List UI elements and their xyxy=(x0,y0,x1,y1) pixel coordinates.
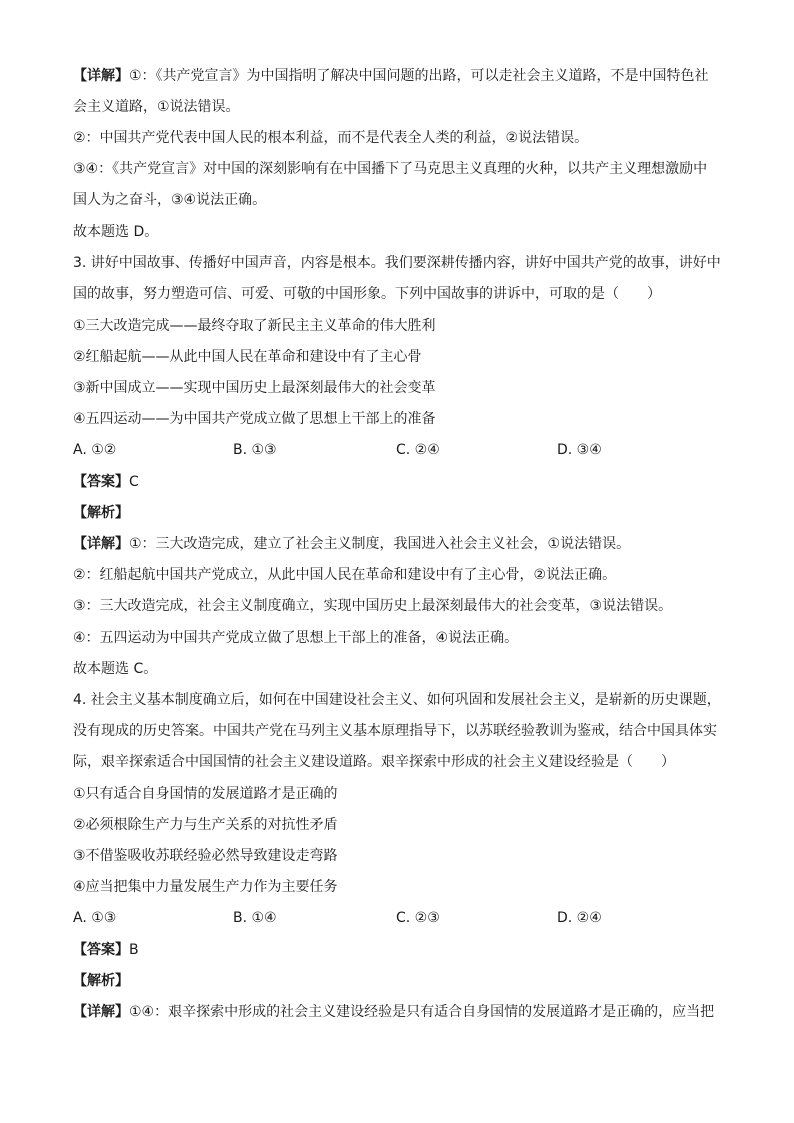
q4-item-1: ①只有适合自身国情的发展道路才是正确的 xyxy=(73,786,338,802)
q4-option-a: A. ①③ xyxy=(73,910,117,926)
q3-option-c: C. ②④ xyxy=(396,442,440,458)
detail-tag: 【详解】 xyxy=(73,68,129,84)
detail-tag: 【详解】 xyxy=(73,536,129,552)
q4-analysis-heading: 【解析】 xyxy=(73,973,129,989)
q3-item-1: ①三大改造完成——最终夺取了新民主主义革命的伟大胜利 xyxy=(73,318,436,334)
q3-detail-line-4: ④：五四运动为中国共产党成立做了思想上干部上的准备，④说法正确。 xyxy=(73,630,519,646)
q4-item-2: ②必须根除生产力与生产关系的对抗性矛盾 xyxy=(73,817,338,833)
q4-answer xyxy=(73,940,733,960)
q3-detail-line-3: ③：三大改造完成，社会主义制度确立，实现中国历史上最深刻最伟大的社会变革，③说法错误。 xyxy=(73,598,673,614)
q3-stem-line-2: 国的故事，努力塑造可信、可爱、可敬的中国形象。下列中国故事的讲诉中，可取的是（ ） xyxy=(73,286,661,302)
q3-option-a: A. ①② xyxy=(73,442,117,458)
q4-item-4: ④应当把集中力量发展生产力作为主要任务 xyxy=(73,879,338,895)
q3-item-2: ②红船起航——从此中国人民在革命和建设中有了主心骨 xyxy=(73,349,422,365)
detail-tag: 【详解】 xyxy=(73,1004,129,1020)
q3-option-b: B. ①③ xyxy=(233,442,277,458)
q4-option-c: C. ②③ xyxy=(396,910,440,926)
q3-item-3: ③新中国成立——实现中国历史上最深刻最伟大的社会变革 xyxy=(73,380,436,396)
q3-stem-line-1: 3. 讲好中国故事、传播好中国声音，内容是根本。我们要深耕传播内容，讲好中国共产党的故事，讲好中 xyxy=(73,255,721,271)
q4-stem-line-1: 4. 社会主义基本制度确立后，如何在中国建设社会主义、如何巩固和发展社会主义，是崭新的历史课题， xyxy=(73,692,721,708)
q3-detail-line-2: ②：红船起航中国共产党成立，从此中国人民在革命和建设中有了主心骨，②说法正确。 xyxy=(73,567,617,583)
q3-option-d: D. ③④ xyxy=(557,442,602,458)
q4-stem-line-2: 没有现成的历史答案。中国共产党在马列主义基本原理指导下，以苏联经验教训为鉴戒，结合中国具体实 xyxy=(73,723,717,739)
q4-detail-line-1: 【详解】①④：艰辛探索中形成的社会主义建设经验是只有适合自身国情的发展道路才是正确的，应当把 xyxy=(73,1004,715,1020)
q3-detail-line-1: 【详解】①：三大改造完成，建立了社会主义制度，我国进入社会主义社会，①说法错误。 xyxy=(73,536,631,552)
q3-conclusion: 故本题选 C。 xyxy=(73,661,158,677)
answer-tag: 【答案】 xyxy=(73,474,129,490)
q3-answer xyxy=(73,472,733,492)
q4-stem-line-3: 际，艰辛探索适合中国国情的社会主义建设道路。艰辛探索中形成的社会主义建设经验是（ ） xyxy=(73,754,675,770)
q2-conclusion: 故本题选 D。 xyxy=(73,224,159,240)
answer-value: C xyxy=(129,474,139,490)
q2-detail-line-5: 国人为之奋斗，③④说法正确。 xyxy=(73,192,267,208)
q3-analysis-heading: 【解析】 xyxy=(73,505,129,521)
q4-option-b: B. ①④ xyxy=(233,910,277,926)
q2-detail-line-4: ③④：《共产党宣言》对中国的深刻影响有在中国播下了马克思主义真理的火种，以共产主义理想激励中 xyxy=(73,161,708,177)
q2-detail-line-3: ②：中国共产党代表中国人民的根本利益，而不是代表全人类的利益，②说法错误。 xyxy=(73,130,589,146)
answer-tag: 【答案】 xyxy=(73,942,129,958)
q2-detail-line-1: 【详解】①：《共产党宣言》为中国指明了解决中国问题的出路，可以走社会主义道路，不是中国特色社 xyxy=(73,68,709,84)
q4-option-d: D. ②④ xyxy=(557,910,602,926)
q3-item-4: ④五四运动——为中国共产党成立做了思想上干部上的准备 xyxy=(73,411,436,427)
q4-item-3: ③不借鉴吸收苏联经验必然导致建设走弯路 xyxy=(73,848,338,864)
answer-value: B xyxy=(129,942,139,958)
q2-detail-line-2: 会主义道路，①说法错误。 xyxy=(73,99,240,115)
